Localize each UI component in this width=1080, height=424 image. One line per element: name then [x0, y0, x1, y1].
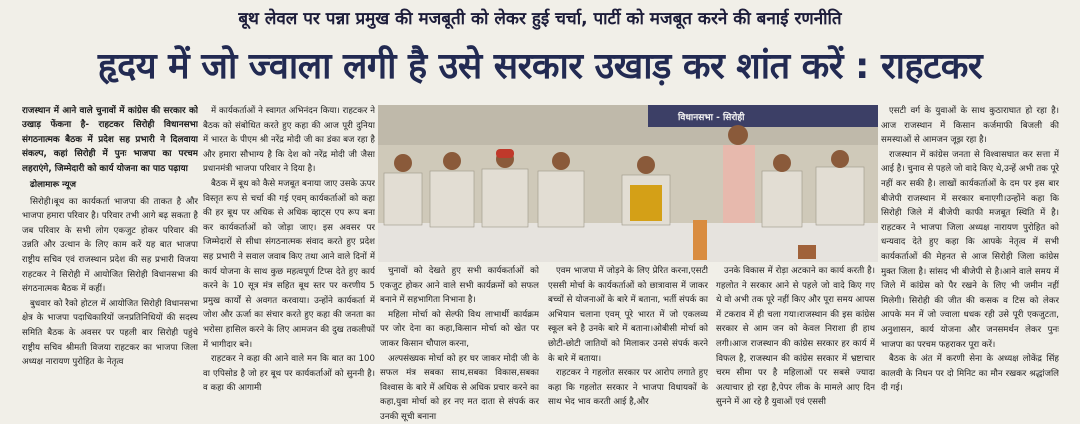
paragraph: राहटकर ने कहा की आने वाले मन कि बात का 100 वा एपिसोड है जो हर बूथ पर कार्यकर्ताओं को सुननी है। व कहा की आगामी: [203, 354, 375, 394]
paragraph: राजस्थान में कांग्रेस जनता से विश्वासघात कर सत्ता में आई है। चुनाव से पहले जो वादे किए थे,उन्हें अभी तक पूरे नहीं कर सकी है। लाखों कार्यकर्ताओं के दम पर इस बार बीजेपी राजस्थान में सरकार बनाएगी।उन्होंने कहा कि सिरोही जिले में बीजेपी काफी मजबूत स्थिति में है। राहटकर ने भाजपा जिला अध्यक्ष नारायण पुरोहित को धन्यवाद देते हुए कहा कि आपके नेतृत्व में सभी कार्यकर्ताओं की मेहनत से आज सिरोही जिला कांग्रेस मुक्त जिला है। सांसद भी बीजेपी से है।आने वाले समय में जिले में कांग्रेस को पैर रखने के लिए भी जमीन नहीं मिलेगी। सिरोही की जीत की कसक व टिस को लेकर आपके मन में जो ज्वाला धधक रही उसे पूरी एकजुटता, अनुशासन, कार्य योजना और जनसमर्थन लेकर पुनः भाजपा का परचम फहराकर पूरा करें।: [881, 149, 1059, 350]
column-2: [203, 104, 375, 422]
meeting-photo: [378, 105, 878, 262]
paragraph: बैठक के अंत में करणी सेना के अध्यक्ष लोकेंद्र सिंह कालवी के निधन पर दो मिनिट का मौन रखकर श्रद्धांजलि दी गई।: [881, 354, 1059, 394]
banner-text: विधानसभा - सिरोही: [678, 113, 745, 123]
paragraph: राहटकर ने गहलोत सरकार पर आरोप लगाते हुए कहा कि गहलोत सरकार ने भाजपा विधायकों के साथ भेद भाव करती आई है,और: [548, 368, 708, 408]
lead-summary: राजस्थान में आने वाले चुनावों में कांग्रेस की सरकार को उखाड़ फेंकना है- राहटकर सिरोही विधानसभा संगठनात्मक बैठक में प्रदेश सह प्रभारी ने दिलवाया संकल्प, कहां सिरोही में पुनः भाजपा का परचम लहराएंगे, जिम्मेदारी को कार्य योजना का पाठ पढ़ाया: [22, 106, 198, 174]
paragraph: एसटी वर्ग के युवाओं के साथ कुठाराघात हो रहा है। आज राजस्थान में किसान कर्जमाफी बिजली की समस्याओं से आमजन जूझ रहा है।: [881, 106, 1059, 146]
paragraph: उनके विकास में रोड़ा अटकाने का कार्य करती है।गहलोत ने सरकार आने से पहले जो वादे किए गए थे वो अभी तक पूरे नहीं किए और पूरा समय आपस में टकराव में ही चला गया।राजस्थान की इस कांग्रेस सरकार से आम जन को केवल निराशा ही हाथ लगी।आज राजस्थान की कांग्रेस सरकार हर कार्य में विफल है, राजस्थान की कांग्रेस सरकार में भ्रष्टाचार चरम सीमा पर है महिलाओं पर सबसे ज्यादा अत्याचार हो रहा है,पेपर लीक के मामले आए दिन सुनने में आ रहे है युवाओं एवं एससी: [716, 266, 875, 408]
paragraph: सिरोही।बूथ का कार्यकर्ता भाजपा की ताकत है और भाजपा हमारा परिवार है। परिवार तभी आगे बढ़ सकता है जब परिवार के सभी लोग एकजुट होकर परिवार की उन्नति और उत्थान के लिए काम करें यह बात भाजपा राष्ट्रीय सचिव एवं राजस्थान प्रदेश की सह प्रभारी विजया राहटकर ने सिरोही में आयोजित सिरोही विधानसभा की संगठनात्मक बैठक में कहीं।: [22, 196, 198, 295]
main-headline: हृदय में जो ज्वाला लगी है उसे सरकार उखाड़ कर शांत करें : राहटकर: [97, 46, 983, 87]
column-1: [22, 104, 198, 422]
paragraph: चुनावों को देखते हुए सभी कार्यकर्ताओं को एकजुट होकर आने वाले सभी कार्यक्रमों को सफल बनाने में सहभागिता निभाना है।: [380, 266, 539, 306]
paragraph: में कार्यकर्ताओं ने स्वागत अभिनंदन किया। राहटकर ने बैठक को संबोधित करते हुए कहा की आज पूरी दुनिया में भारत के पीएम श्री नरेंद्र मोदी जी का डंका बज रहा है और हमारा सौभाग्य है कि देश को नरेंद्र मोदी जी जैसा प्रधानमंत्री भाजपा परिवार ने दिया है।: [203, 106, 375, 175]
paragraph: महिला मोर्चा को सेल्फी विथ लाभार्थी कार्यक्रम पर जोर देना का कहा,किसान मोर्चा को खेत पर जाकर किसान चौपाल करना,: [380, 309, 539, 349]
byline: ढोलामारू न्यूज: [30, 180, 77, 191]
paragraph: बैठक में बूथ को कैसे मजबूत बनाया जाए उसके ऊपर विस्तृत रूप से चर्चा की गई एवम् कार्यकर्ताओं को कहा की हर बूथ पर अधिक से अधिक व्हाट्स एप रूप बना कर कार्यकर्ताओं को जोड़ा जाए। इस अवसर पर जिम्मेदारों से सीधा संगठनात्मक संवाद करते हुए प्रदेश सह प्रभारी ने सवाल जवाब किए तथा आने वाले दिनों में कार्य योजना के साथ कुछ महत्वपूर्ण टिप्स देते हुए कार्य करने के 10 सूत्र मंत्र सहित बूथ स्तर पर करणीय 5 प्रमुख कार्यों से अवगत करवाया। उन्होंने कार्यकर्ता में जोश और ऊर्जा का संचार करते हुए कहा की जनता का भरोसा हासिल करने के लिए आमजन की दुख तकलीफों में भागीदार बने।: [203, 178, 375, 350]
column-4: [548, 264, 708, 422]
paragraph: एवम भाजपा में जोड़ने के लिए प्रेरित करना,एसटी एससी मोर्चा के कार्यकर्ताओं को छात्रावास में जाकर बच्चों से योजनाओं के बारे में बताना, भर्ती संपर्क का अभियान चलाना एवम् पूरे भारत में जो एकलव्य स्कूल बने है उनके बारे में बताना।ओबीसी मोर्चा को छोटी-छोटी जातियों को मिलाकर उनसे संपर्क करने के बारे में बताया।: [548, 266, 708, 364]
column-5: [716, 264, 875, 422]
paragraph: बुधवार को रैको होटल में आयोजित सिरोही विधानसभा क्षेत्र के भाजपा पदाधिकारियों जनप्रतिनिधियों की सदस्य समिति बैठक के अवसर पर पहली बार सिरोही पहुंचे राष्ट्रीय सचिव श्रीमती विजया राहटकर का भाजपा जिला अध्यक्ष नारायण पुरोहित के नेतृत्व: [22, 298, 198, 368]
column-3: [380, 264, 539, 422]
column-6: [881, 104, 1059, 422]
kicker-headline: बूथ लेवल पर पन्ना प्रमुख की मजबूती को लेकर हुई चर्चा, पार्टी को मजबूत करने की बनाई रणनीति: [238, 9, 842, 29]
paragraph: अल्पसंख्यक मोर्चा को हर घर जाकर मोदी जी के सफल मंत्र सबका साथ,सबका विकास,सबका विश्वास के बारे में अधिक से अधिक प्रचार करने का कहा,युवा मोर्चा को हर नए मत दाता से संपर्क कर उनकी सूची बनाना: [380, 353, 539, 422]
